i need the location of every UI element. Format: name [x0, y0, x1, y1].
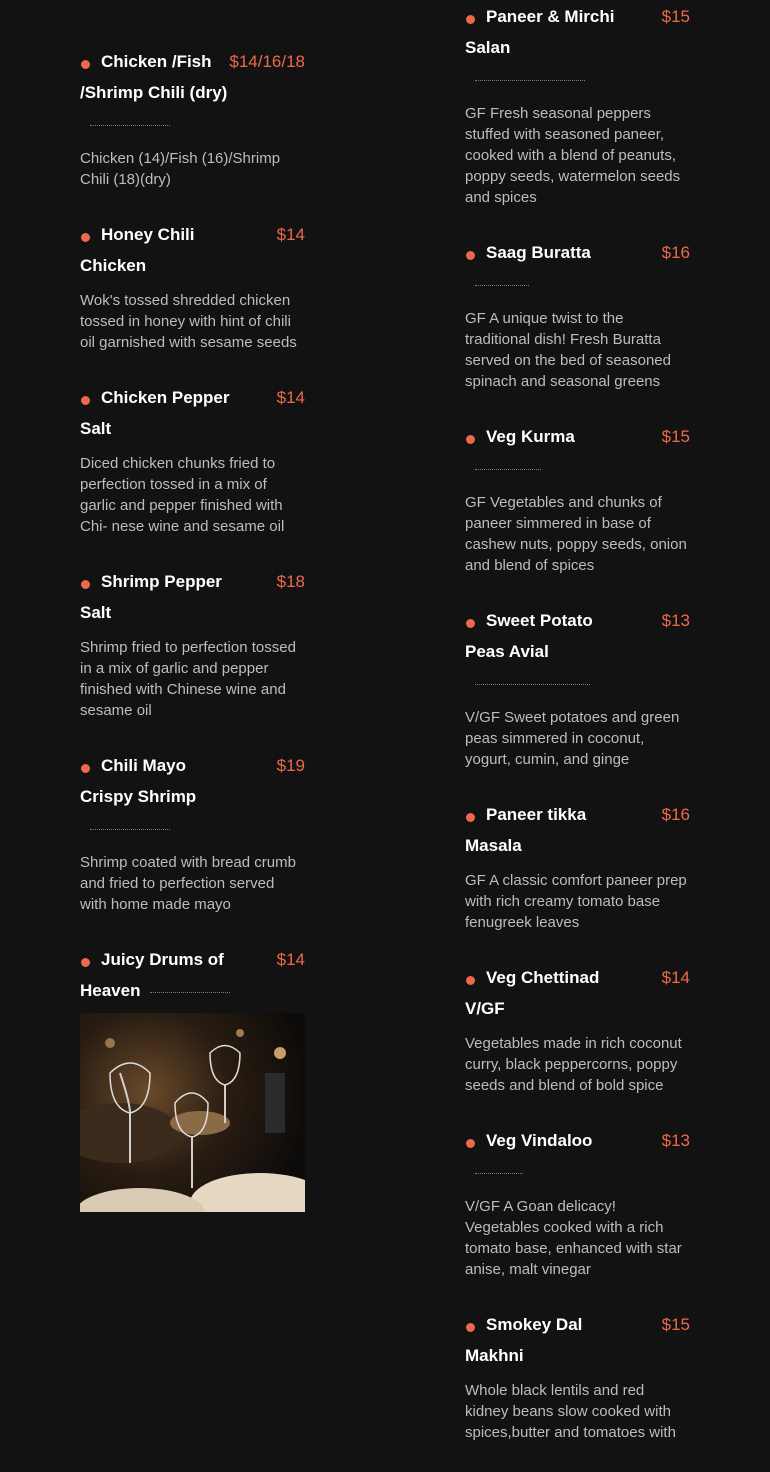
menu-item-head [80, 750, 305, 843]
dotted-leader [475, 284, 529, 286]
dotted-leader [475, 468, 541, 470]
bullet-dot-icon [81, 958, 90, 967]
menu-item-head [465, 237, 690, 299]
dotted-leader [475, 79, 585, 81]
menu-item-description: V/GF A Goan delicacy! Vegetables cooked with a rich tomato base, enhanced with star anise, malt vinegar [465, 1198, 682, 1278]
menu-item-name-wrap [465, 1309, 690, 1371]
menu-item-name: Smokey Dal Makhni [465, 1315, 583, 1365]
menu-item-price: $13 [661, 1131, 690, 1150]
menu-item-head [465, 421, 690, 483]
menu-item-name-wrap [465, 962, 690, 1024]
menu-item-head [80, 46, 305, 139]
menu-item-head [465, 605, 690, 698]
menu-item-head [465, 799, 690, 861]
menu-item-name: Chicken /Fish /Shrimp Chili (dry) [80, 52, 228, 102]
menu-item-price: $19 [276, 756, 305, 775]
menu-item-name-wrap [80, 944, 305, 1006]
menu-item-description: Shrimp fried to perfection tossed in a mix of garlic and pepper finished with Chinese wine and sesame oil [80, 639, 296, 719]
menu-item-name: Paneer & Mirchi Salan [465, 7, 615, 57]
menu-item [465, 962, 690, 1096]
dotted-leader [90, 828, 170, 830]
menu-item-price: $16 [661, 805, 690, 824]
menu-item-price: $16 [661, 243, 690, 262]
bullet-dot-icon [81, 60, 90, 69]
menu-item [465, 1125, 690, 1280]
menu-item-name: Honey Chili Chicken [80, 225, 195, 275]
dotted-leader [475, 1172, 523, 1174]
menu-item-name: Saag Buratta [486, 243, 591, 262]
menu-item-price: $14 [276, 950, 305, 969]
menu-item-price: $15 [661, 1315, 690, 1334]
menu-item-name-wrap [80, 750, 305, 843]
dining-table-photo [80, 1013, 305, 1212]
bullet-dot-icon [81, 580, 90, 589]
dining-photo-graphic [80, 1013, 305, 1212]
menu-item-head [80, 219, 305, 281]
menu-item [465, 799, 690, 933]
menu-item-description: Vegetables made in rich coconut curry, black peppercorns, poppy seeds and blend of bold spice [465, 1035, 682, 1094]
bullet-dot-icon [466, 813, 475, 822]
menu-item-name-wrap [465, 799, 690, 861]
bullet-dot-icon [466, 251, 475, 260]
menu-item-name: Veg Kurma [486, 427, 575, 446]
bullet-dot-icon [466, 619, 475, 628]
menu-item-description: GF A classic comfort paneer prep with rich creamy tomato base fenugreek leaves [465, 872, 687, 931]
menu-item-description: Whole black lentils and red kidney beans slow cooked with spices,butter and tomatoes with [465, 1382, 676, 1441]
bullet-dot-icon [81, 764, 90, 773]
menu-item-head [465, 1125, 690, 1187]
left-menu-column [80, 46, 305, 1128]
menu-item-name-wrap [465, 237, 690, 299]
menu-item-price: $15 [661, 7, 690, 26]
menu-item [80, 382, 305, 537]
menu-item-head [465, 1309, 690, 1371]
menu-item-description: Wok's tossed shredded chicken tossed in honey with hint of chili oil garnished with sesame seeds [80, 292, 297, 351]
menu-item-description: GF Vegetables and chunks of paneer simmered in base of cashew nuts, poppy seeds, onion and blend of spices [465, 494, 687, 574]
menu-item-name-wrap [465, 1125, 690, 1187]
bullet-dot-icon [466, 976, 475, 985]
menu-item-head [80, 944, 305, 1006]
menu-item-name: Chicken Pepper Salt [80, 388, 230, 438]
menu-item-name-wrap [465, 421, 690, 483]
menu-item-head [80, 566, 305, 628]
menu-item-price: $14 [276, 388, 305, 407]
menu-item-name-wrap [465, 605, 690, 698]
menu-item-description: GF A unique twist to the traditional dish! Fresh Buratta served on the bed of seasoned spinach and seasonal greens [465, 310, 671, 390]
menu-item-name: Sweet Potato Peas Avial [465, 611, 593, 661]
bullet-dot-icon [81, 396, 90, 405]
menu-item-name: Paneer tikka Masala [465, 805, 587, 855]
menu-item [465, 1, 690, 208]
menu-item [80, 219, 305, 353]
menu-item-name: Shrimp Pepper Salt [80, 572, 222, 622]
menu-item-price: $13 [661, 611, 690, 630]
menu-item [80, 566, 305, 721]
menu-item-description: V/GF Sweet potatoes and green peas simmered in coconut, yogurt, cumin, and ginge [465, 709, 680, 768]
menu-item-name-wrap [80, 382, 305, 444]
menu-item-name: Veg Chettinad V/GF [465, 968, 600, 1018]
menu-item-head [465, 1, 690, 94]
menu-item [80, 46, 305, 190]
bullet-dot-icon [81, 233, 90, 242]
bullet-dot-icon [466, 435, 475, 444]
dotted-leader [475, 683, 590, 685]
bullet-dot-icon [466, 1139, 475, 1148]
dotted-leader [90, 124, 170, 126]
menu-item-price: $18 [276, 572, 305, 591]
menu-item-price: $15 [661, 427, 690, 446]
menu-item-name: Chili Mayo Crispy Shrimp [80, 756, 197, 806]
menu-item-description: Chicken (14)/Fish (16)/Shrimp Chili (18)(dry) [80, 150, 281, 188]
menu-item-description: Shrimp coated with bread crumb and fried to perfection served with home made mayo [80, 854, 296, 913]
menu-item-description: Diced chicken chunks fried to perfection tossed in a mix of garlic and pepper finished with Chi- nese wine and sesame oil [80, 455, 285, 535]
menu-item-name-wrap [80, 219, 305, 281]
menu-item [465, 605, 690, 770]
menu-item [465, 237, 690, 392]
menu-item-head [80, 382, 305, 444]
menu-item [465, 421, 690, 576]
menu-item-description: GF Fresh seasonal peppers stuffed with seasoned paneer, cooked with a blend of peanuts, poppy seeds, watermelon seeds and spices [465, 105, 681, 206]
menu-item [80, 750, 305, 915]
bullet-dot-icon [466, 1323, 475, 1332]
menu-item-price: $14 [276, 225, 305, 244]
menu-item-name-wrap [80, 566, 305, 628]
menu-item-name: Veg Vindaloo [486, 1131, 593, 1150]
menu-item [465, 1309, 690, 1443]
menu-item-name-wrap [465, 1, 690, 94]
right-menu-column [465, 1, 690, 1472]
menu-item-head [465, 962, 690, 1024]
dotted-leader [150, 991, 230, 993]
menu-item-price: $14/16/18 [229, 52, 305, 71]
bullet-dot-icon [466, 15, 475, 24]
menu-item-price: $14 [661, 968, 690, 987]
menu-item-name: Juicy Drums of Heaven [80, 950, 224, 1000]
